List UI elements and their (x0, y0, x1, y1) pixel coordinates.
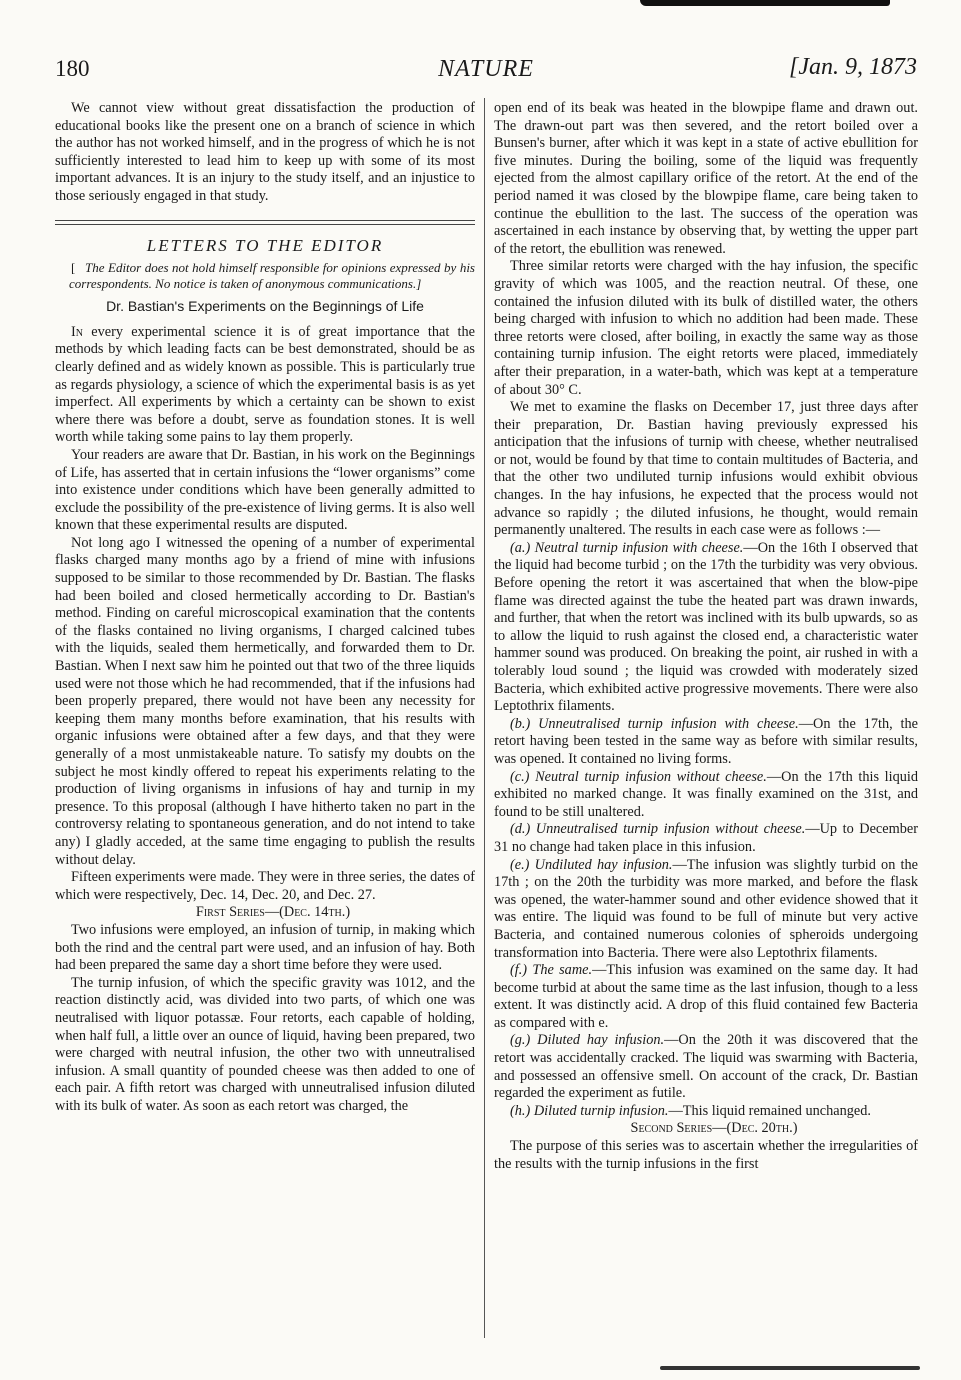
result-item-c (494, 769, 918, 822)
result-text: —This liquid remained unchanged. (668, 1102, 871, 1119)
editor-disclaimer (55, 260, 475, 292)
paragraph: Two infusions were employed, an infusion of turnip, in making which both the rind and the central part were used, and an infusion of hay. Both had been prepared the same day a short time before they were used. (55, 921, 475, 974)
page-header (55, 52, 917, 92)
result-text: —On the 20th it was discovered that the retort was accidentally cracked. The liquid was swarming with Bacteria, and possessed an offensive smell. On account of the crack, Dr. Bastian regarded the experiment as futile. (494, 1032, 918, 1102)
paragraph: The turnip infusion, of which the specific gravity was 1012, and the reaction distinctly acid, was divided into two parts, of which one was neutralised with liquor potassæ. Four retorts, each capable of holding, when half full, a little over an ounce of liquid, having been prepared, two were charged with neutral infusion, the other two with unneutralised infusion. A small quantity of pounded cheese was then added to one of each pair. A fifth retort was charged with unneutralised infusion diluted with its bulk of water. As soon as each retort was charged, the (55, 974, 475, 1114)
result-text: —Up to December 31 no change had taken place in this infusion. (494, 821, 919, 855)
result-text: —On the 17th this liquid exhibited no marked change. It was finally examined on the 31st, and found to be still unaltered. (494, 768, 918, 820)
result-label: (c.) Neutral turnip infusion without cheese. (510, 768, 767, 785)
result-item-d (494, 821, 918, 856)
right-column (494, 100, 918, 1173)
paragraph: open end of its beak was heated in the blowpipe flame and drawn out. The drawn-out part was then severed, and the retort boiled over a Bunsen's burner, after which it was kept in a state of active ebullition for five minutes. During the boiling, some of the liquid was frequently ejected from the almost capillary orifice of the retort. At the end of the period named it was closed by the blowpipe flame, care being taken to continue the ebullition to the last. The success of the operation was ascertained in each instance by observing that, by wetting the upper part of the retort, the ebullition was renewed. (494, 100, 918, 257)
second-series-heading: Second Series—(Dec. 20th.) (630, 1120, 798, 1137)
left-column (55, 100, 475, 1115)
disclaimer-bracket: [ (71, 260, 76, 276)
result-text: —The infusion was slightly turbid on the 17th ; on the 20th the turbidity was more marked, and before the flask was opened, the water-hammer sound and other evidence showed that it was entire. The liquid was found to be full of minute but very active Bacteria, and contained numerous colonies of spheroids undergoing transformation into Bacteria. There were also Leptothrix filaments. (494, 856, 918, 961)
paragraph: Fifteen experiments were made. They were in three series, the dates of which were respectively, Dec. 14, Dec. 20, and Dec. 27. (55, 869, 475, 903)
paragraph: The purpose of this series was to ascertain whether the irregularities of the results with the turnip infusions in the first (494, 1138, 918, 1172)
scan-edge-mark (660, 1366, 920, 1370)
first-series-heading: First Series—(Dec. 14th.) (195, 904, 351, 921)
review-closing-paragraph: We cannot view without great dissatisfaction the production of educational books like the present one on a branch of science in which the author has not worked himself, and in the progress of which he is not sufficiently interested to lead him to keep up with some of its most important advances. It is an injury to the study itself, and an injustice to those seriously engaged in that study. (55, 100, 475, 204)
article-title: Dr. Bastian's Experiments on the Beginnings of Life (106, 298, 424, 315)
paragraph: Three similar retorts were charged with the hay infusion, the specific gravity of which was 1005, and the reaction neutral. Of these, one contained the infusion diluted with its bulk of distilled water, the others being charged with infusion to which no addition had been made. These three retorts were closed, after boiling, in exactly the same way as those containing turnip infusion. The eight retorts were placed, immediately after their preparation, in a water-bath, which was kept at a temperature of about 30° C. (494, 258, 918, 398)
paragraph-text: every experimental science it is of great importance that the methods by which leading facts can be best demonstrated, should be as clearly defined and as widely known as possible. This is particularly true as regards physiology, a science of which the experimental basis is as yet imperfect. All experiments by which a certainty can be shown to exist where there was before a doubt, serve as foundation stones. It is well worth while taking some pains to lay them properly. (55, 323, 475, 446)
result-item-f (494, 962, 918, 1032)
result-item-e (494, 857, 918, 963)
result-label: (f.) The same. (510, 962, 593, 979)
page-number: 180 (55, 56, 90, 81)
paragraph: We met to examine the flasks on December 17, just three days after their preparation, Dr. Bastian having previously expressed his anticipation that the infusions of turnip with cheese, whether neutralised or not, would be found by that time to contain multitudes of Bacteria, and that the other two undiluted turnip infusions would exhibit obvious changes. In the hay infusions, he expected that the process would not advance so rapidly ; the diluted infusions, he thought, would remain permanently unaltered. The results in each case were as follows :— (494, 399, 918, 539)
disclaimer-text: The Editor does not hold himself responsible for opinions expressed by his correspondents. No notice is taken of anonymous communications.] (69, 260, 475, 292)
result-label: (g.) Diluted hay infusion. (510, 1032, 665, 1049)
result-text: —On the 17th, the retort having been tested in the same way as before with similar results, was opened. It contained no living forms. (494, 715, 918, 767)
paragraph: Not long ago I witnessed the opening of a number of experimental flasks charged many months ago by a friend of mine with infusions supposed to be similar to those recommended by Dr. Bastian. The flasks had been boiled and closed hermetically according to Dr. Bastian's method. Finding on careful microscopical examination that the contents of the flasks contained no living organisms, I charged calcined tubes with the liquids, sealed them hermetically, and forwarded them to Dr. Bastian. When I next saw him he pointed out that two of the three liquids used were not those which he had recommended, that if the infusions had been properly prepared, there would not have been any necessity for keeping them many months before examination, that his results with organic infusions were obtained after a few days, and that they were generally of a most unmistakeable nature. To satisfy my doubts on the subject he most kindly offered to repeat his experiments relating to the production of living organisms in infusions of hay and turnip in my presence. To this proposal (although I have hitherto taken no part in the controversy relating to spontaneous generation, and do not intend to take any) I gladly acceded, at the same time engaging to publish the results without delay. (55, 534, 475, 868)
result-text: —On the 16th I observed that the liquid had become turbid ; on the 17th the turbidity was very obvious. Before opening the retort it was ascertained that when the blow-pipe flame was directed against the tube the heated part was drawn inwards, and further, that when the retort was inclined with its bulb upwards, so as to allow the liquid to rush against the closed end, a characteristic water hammer sound was produced. On breaking the point, air rushed in with a tolerably loud sound ; the liquid was crowded with moderately sized Bacteria, which exhibited active progressive movements. There were also Leptothrix filaments. (494, 539, 918, 715)
section-title: LETTERS TO THE EDITOR (146, 235, 384, 255)
drop-lead-word: In (71, 323, 83, 340)
paragraph (55, 324, 475, 447)
result-label: (h.) Diluted turnip infusion. (510, 1102, 669, 1119)
result-label: (b.) Unneutralised turnip infusion with cheese. (510, 715, 799, 732)
result-item-b (494, 716, 918, 769)
scan-edge-mark (640, 0, 890, 6)
result-label: (a.) Neutral turnip infusion with cheese. (510, 539, 744, 556)
result-item-g (494, 1032, 918, 1102)
journal-masthead: NATURE (438, 56, 534, 82)
column-divider (484, 98, 485, 1338)
result-label: (d.) Unneutralised turnip infusion without cheese. (510, 821, 806, 838)
paragraph: Your readers are aware that Dr. Bastian, in his work on the Beginnings of Life, has asserted that in certain infusions the “lower organisms” come into existence under conditions which have been generally admitted to exclude the possibility of the pre-existence of living germs. It is also well known that these experimental results are disputed. (55, 446, 475, 534)
issue-date: [Jan. 9, 1873 (789, 54, 917, 80)
section-rule (55, 220, 475, 225)
result-item-a (494, 540, 918, 716)
result-label: (e.) Undiluted hay infusion. (510, 856, 673, 873)
result-text: —This infusion was examined on the same day. It had become turbid at about the same time as the last infusion, though to a less extent. It was distinctly acid. A drop of this fluid contained few Bacteria as compared with e. (494, 962, 918, 1031)
result-item-h (494, 1103, 918, 1121)
